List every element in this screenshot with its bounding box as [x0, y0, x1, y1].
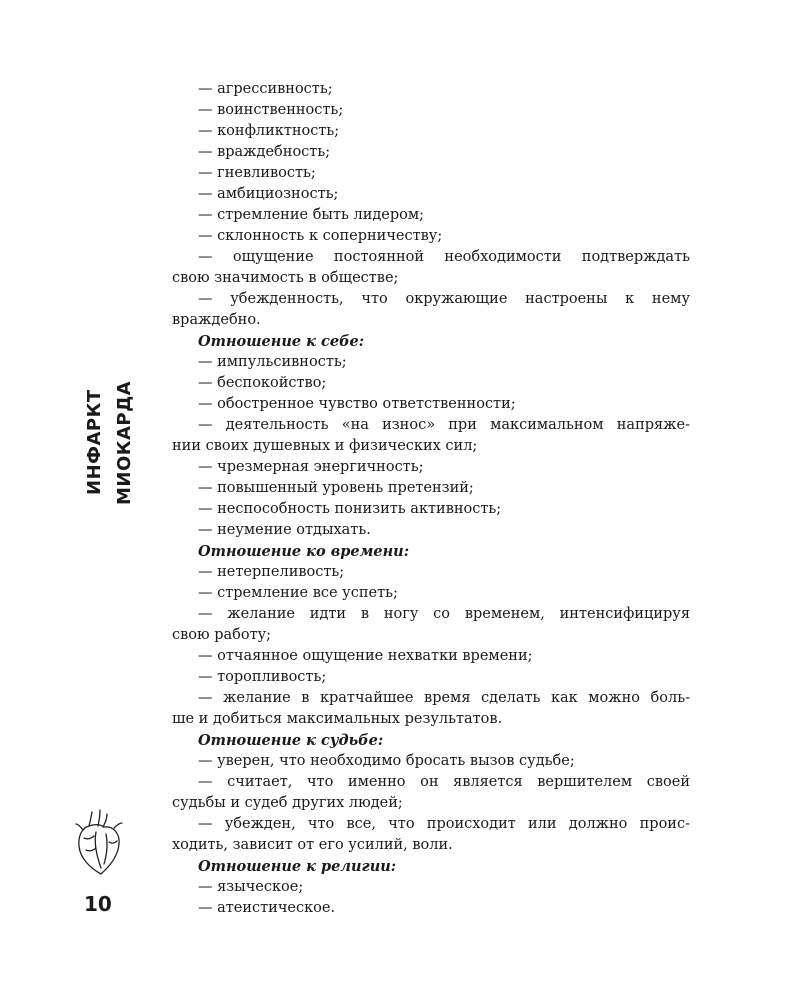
section-heading: Отношение к религии:: [198, 858, 397, 875]
text-line: — беспокойство;: [198, 375, 327, 391]
text-line: — уверен, что необходимо бросать вызов судьбе;: [198, 753, 575, 769]
text-line: — враждебность;: [198, 144, 331, 160]
text-line: — склонность к соперничеству;: [198, 228, 443, 244]
text-line: — агрессивность;: [198, 81, 333, 97]
text-line: нии своих душевных и физических сил;: [172, 438, 478, 454]
text-line: — ощущение постоянной необходимости подтверждать: [198, 249, 690, 265]
text-line: — амбициозность;: [198, 186, 339, 202]
text-line: враждебно.: [172, 312, 261, 328]
text-line: судьбы и судеб других людей;: [172, 795, 403, 811]
text-line: — чрезмерная энергичность;: [198, 459, 424, 475]
text-line: — гневливость;: [198, 165, 316, 181]
text-line: — деятельность «на износ» при максимальном напряже-: [198, 417, 690, 433]
text-line: — стремление быть лидером;: [198, 207, 425, 223]
section-heading: Отношение к судьбе:: [198, 732, 384, 749]
text-line: свою работу;: [172, 627, 272, 643]
text-line: — нетерпеливость;: [198, 564, 345, 580]
text-line: свою значимость в обществе;: [172, 270, 399, 286]
text-line: — убежденность, что окружающие настроены к нему: [198, 291, 690, 307]
text-line: ше и добиться максимальных результатов.: [172, 711, 503, 727]
text-line: — неспособность понизить активность;: [198, 501, 502, 517]
text-line: — повышенный уровень претензий;: [198, 480, 474, 496]
section-heading: Отношение ко времени:: [198, 543, 410, 560]
page-number: 10: [84, 892, 112, 916]
text-line: ходить, зависит от его усилий, воли.: [172, 837, 453, 853]
section-heading: Отношение к себе:: [198, 333, 365, 350]
body-text: [172, 79, 690, 919]
text-line: — убежден, что все, что происходит или должно проис-: [198, 816, 690, 832]
text-line: — воинственность;: [198, 102, 344, 118]
text-line: — считает, что именно он является вершителем своей: [198, 774, 690, 790]
text-line: — неумение отдыхать.: [198, 522, 371, 538]
text-line: — желание идти в ногу со временем, интенсифицируя: [198, 606, 690, 622]
text-line: — желание в кратчайшее время сделать как можно боль-: [198, 690, 690, 706]
running-header-title: ИНФАРКТ МИОКАРДА: [84, 380, 135, 505]
text-line: — импульсивность;: [198, 354, 347, 370]
text-line: — конфликтность;: [198, 123, 340, 139]
text-line: — отчаянное ощущение нехватки времени;: [198, 648, 533, 664]
text-line: — стремление все успеть;: [198, 585, 398, 601]
heart-anatomical-icon: [74, 808, 124, 878]
text-line: — обостренное чувство ответственности;: [198, 396, 516, 412]
text-line: — языческое;: [198, 879, 304, 895]
text-line: — атеистическое.: [198, 900, 336, 916]
text-line: — торопливость;: [198, 669, 327, 685]
